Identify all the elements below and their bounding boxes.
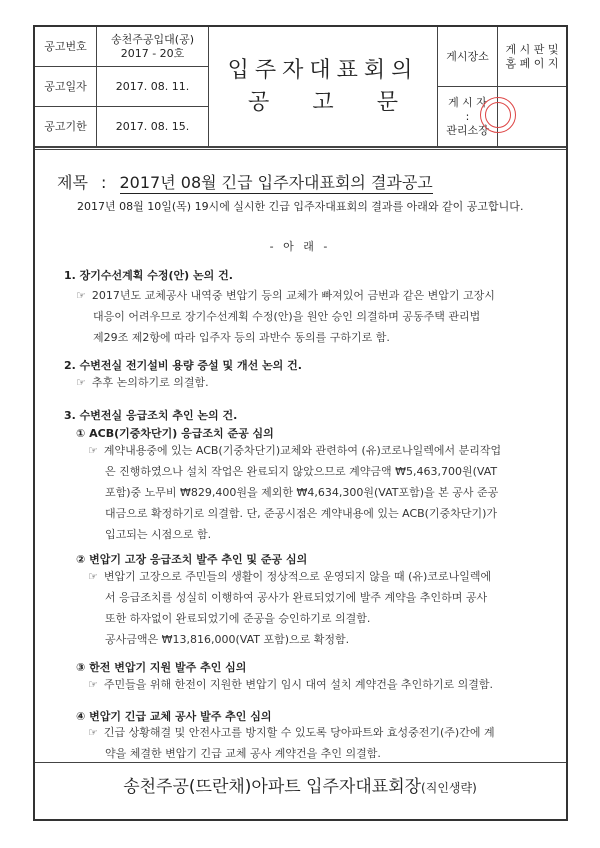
section-1-line-2: 대응이 어려우므로 장기수선계획 수정(안)을 원안 승인 의결하며 공동주택 관리법	[93, 310, 481, 323]
footer-divider	[35, 762, 566, 763]
notice-date-value: 2017. 08. 11.	[97, 67, 209, 107]
subsection-2-title: ② 변압기 고장 응급조치 발주 추인 및 준공 심의	[76, 553, 308, 566]
intro-paragraph: 2017년 08월 10일(목) 19시에 실시한 긴급 입주자대표회의 결과를 아래와 같이 공고합니다.	[77, 200, 524, 213]
official-seal-icon	[480, 97, 516, 133]
footer-main: 송천주공(뜨란채)아파트 입주자대표회장	[123, 777, 422, 797]
subsection-1-body	[88, 440, 548, 545]
pointer-icon: ☞	[76, 289, 86, 302]
subsection-1-line-3: 포함)중 노무비 ₩829,400원을 제외한 ₩4,634,300원(VAT포함)을 본 공사 준공	[105, 486, 499, 499]
pointer-icon: ☞	[88, 726, 98, 739]
subsection-2-body	[88, 566, 548, 650]
section-2-title: 2. 수변전실 전기설비 용량 증설 및 개선 논의 건.	[64, 359, 302, 372]
pointer-icon: ☞	[88, 678, 98, 691]
subsection-1-line-4: 대금으로 확정하기로 의결함. 단, 준공시점은 계약내용에 있는 ACB(기중차단기)가	[105, 507, 498, 520]
subsection-1-line-1: 계약내용중에 있는 ACB(기중차단기)교체와 관련하여 (유)코로나일렉에서 분리작업	[103, 444, 502, 457]
subsection-1-line-5: 입고되는 시점으로 함.	[105, 528, 212, 541]
section-1-line-3: 제29조 제2항에 따라 입주자 등의 과반수 동의를 구하기로 함.	[93, 331, 390, 344]
subsection-2-line-2: 서 응급조치를 성실히 이행하여 공사가 완료되었기에 발주 계약을 추인하며 공사	[105, 591, 488, 604]
subsection-3-line-1: 주민들을 위해 한전이 지원한 변압기 임시 대여 설치 계약건을 추인하기로 의결함.	[103, 678, 493, 691]
title-char-1: 공	[248, 89, 270, 115]
post-place-label: 게시장소	[438, 27, 498, 87]
below-marker: - 아 래 -	[269, 240, 331, 253]
notice-no-label: 공고번호	[35, 27, 97, 67]
section-3-title: 3. 수변전실 응급조치 추인 논의 건.	[64, 409, 238, 422]
poster-value: 관리소장	[446, 123, 489, 137]
title-char-3: 문	[376, 89, 398, 115]
footer-small: (직인생략)	[421, 781, 477, 795]
section-1-line-1: 2017년도 교체공사 내역중 변압기 등의 교체가 빠져있어 금번과 같은 변압기 고장시	[91, 289, 495, 302]
subject-text: 2017년 08월 긴급 입주자대표회의 결과공고	[119, 173, 433, 192]
subject-prefix: 제목	[57, 173, 88, 192]
pointer-icon: ☞	[76, 376, 86, 389]
subject-line	[57, 170, 433, 193]
title-block	[209, 27, 438, 147]
notice-frame	[33, 25, 568, 821]
post-place-value: 게 시 판 및 홈 페 이 지	[498, 27, 566, 87]
section-1-title: 1. 장기수선계획 수정(안) 논의 건.	[64, 269, 233, 282]
notice-no-value: 송천주공입대(공) 2017 - 20호	[97, 27, 209, 67]
subsection-4-title: ④ 변압기 긴급 교체 공사 발주 추인 심의	[76, 710, 272, 723]
subsection-3-body	[88, 674, 558, 695]
section-1-body	[76, 285, 546, 348]
subsection-4-line-2: 약을 체결한 변압기 긴급 교체 공사 계약건을 추인 의결함.	[105, 747, 381, 760]
pointer-icon: ☞	[88, 570, 98, 583]
section-2-body	[76, 372, 546, 393]
notice-period-label: 공고기한	[35, 107, 97, 147]
notice-date-label: 공고일자	[35, 67, 97, 107]
pointer-icon: ☞	[88, 444, 98, 457]
subsection-4-body	[88, 722, 548, 764]
subsection-1-line-2: 은 진행하였으나 설치 작업은 완료되지 않았으므로 계약금액 ₩5,463,700원(VAT	[105, 465, 498, 478]
subsection-2-line-3: 또한 하자없이 완료되었기에 준공을 승인하기로 의결함.	[105, 612, 371, 625]
subsection-2-line-1: 변압기 고장으로 주민들의 생활이 정상적으로 운영되지 않을 때 (유)코로나일렉에	[103, 570, 492, 583]
section-2-line-1: 추후 논의하기로 의결함.	[91, 376, 209, 389]
notice-period-value: 2017. 08. 15.	[97, 107, 209, 147]
title-line-1: 입주자대표회의	[227, 57, 419, 83]
title-line-2	[248, 87, 398, 119]
footer-signature	[0, 772, 600, 797]
subsection-1-title: ① ACB(기중차단기) 응급조치 준공 심의	[76, 427, 274, 440]
subject-colon: :	[101, 173, 107, 192]
poster-label: 게 시 자 :	[448, 95, 487, 123]
subsection-2-line-4: 공사금액은 ₩13,816,000(VAT 포함)으로 확정함.	[105, 633, 350, 646]
subsection-4-line-1: 긴급 상황해결 및 안전사고를 방지할 수 있도록 당아파트와 효성중전기(주)간에 계	[103, 726, 495, 739]
header-divider	[35, 147, 566, 150]
title-char-2: 고	[312, 89, 334, 115]
subsection-3-title: ③ 한전 변압기 지원 발주 추인 심의	[76, 661, 247, 674]
